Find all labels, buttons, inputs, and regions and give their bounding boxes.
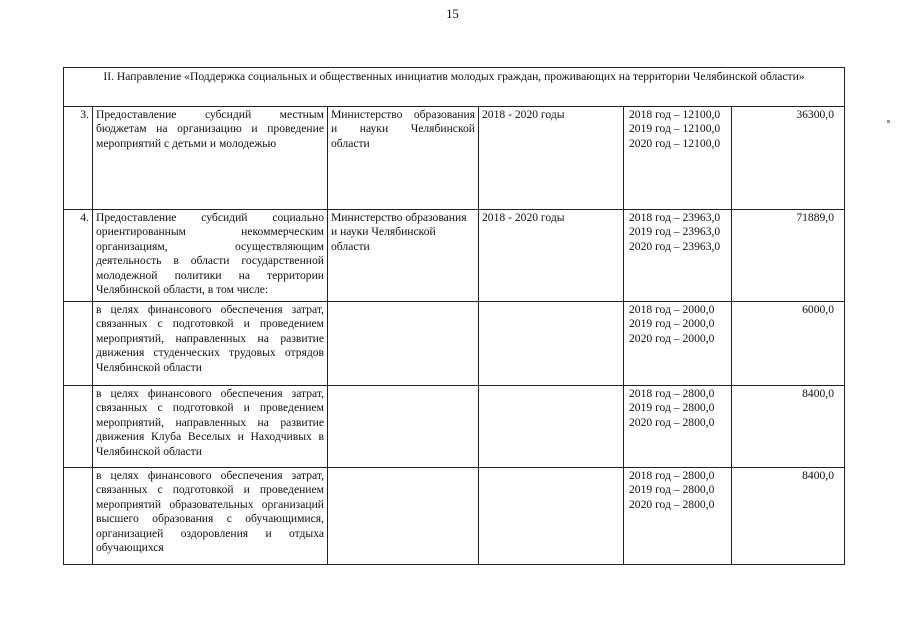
scan-speck bbox=[887, 120, 890, 123]
financing-line: 2020 год – 23963,0 bbox=[629, 239, 721, 253]
row-executor bbox=[328, 302, 479, 386]
financing-line: 2018 год – 2000,0 bbox=[629, 303, 715, 316]
financing-line: 2019 год – 12100,0 bbox=[629, 122, 721, 136]
row-number: 4. bbox=[64, 210, 93, 302]
financing-line: 2020 год – 2000,0 bbox=[629, 331, 715, 345]
table-row bbox=[64, 386, 845, 468]
row-executor bbox=[328, 386, 479, 468]
row-total: 8400,0 bbox=[732, 386, 845, 468]
row-financing bbox=[624, 210, 732, 302]
row-financing bbox=[624, 302, 732, 386]
row-number: 3. bbox=[64, 107, 93, 210]
row-description: в целях финансового обеспечения затрат, связанных с подготовкой и проведением мероприятий, направленных на развитие движения студенческих трудовых отрядов Челябинской области bbox=[93, 302, 328, 386]
row-period bbox=[479, 468, 624, 565]
row-total: 6000,0 bbox=[732, 302, 845, 386]
row-executor bbox=[328, 468, 479, 565]
financing-line: 2018 год – 12100,0 bbox=[629, 108, 721, 121]
financing-line: 2020 год – 2800,0 bbox=[629, 415, 715, 429]
row-period bbox=[479, 302, 624, 386]
table-row bbox=[64, 210, 845, 302]
row-number bbox=[64, 302, 93, 386]
row-financing bbox=[624, 107, 732, 210]
row-description: в целях финансового обеспечения затрат, связанных с подготовкой и проведением мероприятий образовательных организаций высшего образования с обучающимися, организацией оздоровления и отдыха обучающихся bbox=[93, 468, 328, 565]
row-period bbox=[479, 386, 624, 468]
table-row bbox=[64, 468, 845, 565]
row-total: 71889,0 bbox=[732, 210, 845, 302]
table-row bbox=[64, 107, 845, 210]
row-executor: Министерство образования и науки Челябинской области bbox=[328, 210, 479, 302]
financing-line: 2018 год – 2800,0 bbox=[629, 387, 715, 400]
row-description: Предоставление субсидий местным бюджетам на организацию и проведение мероприятий с детьми и молодежью bbox=[93, 107, 328, 210]
financing-line: 2019 год – 2800,0 bbox=[629, 483, 715, 497]
row-executor: Министерство образования и науки Челябинской области bbox=[328, 107, 479, 210]
program-table bbox=[63, 67, 845, 565]
row-period: 2018 - 2020 годы bbox=[479, 107, 624, 210]
financing-line: 2019 год – 2000,0 bbox=[629, 317, 715, 331]
financing-line: 2018 год – 2800,0 bbox=[629, 469, 715, 482]
page-number: 15 bbox=[446, 7, 459, 21]
section-header-row bbox=[64, 68, 845, 107]
financing-line: 2018 год – 23963,0 bbox=[629, 211, 721, 224]
row-description: в целях финансового обеспечения затрат, связанных с подготовкой и проведением мероприятий, направленных на развитие движения Клуба Веселых и Находчивых в Челябинской области bbox=[93, 386, 328, 468]
section-title: II. Направление «Поддержка социальных и общественных инициатив молодых граждан, проживающих на территории Челябинской области» bbox=[64, 68, 845, 107]
row-financing bbox=[624, 386, 732, 468]
financing-line: 2019 год – 2800,0 bbox=[629, 401, 715, 415]
financing-line: 2020 год – 12100,0 bbox=[629, 136, 721, 150]
financing-line: 2019 год – 23963,0 bbox=[629, 225, 721, 239]
row-period: 2018 - 2020 годы bbox=[479, 210, 624, 302]
table-row bbox=[64, 302, 845, 386]
financing-line: 2020 год – 2800,0 bbox=[629, 497, 715, 511]
row-number bbox=[64, 386, 93, 468]
row-total: 8400,0 bbox=[732, 468, 845, 565]
row-financing bbox=[624, 468, 732, 565]
row-description: Предоставление субсидий социально ориентированным некоммерческим организациям, осуществляющим деятельность в области государственной молодежной политики на территории Челябинской области, в том числе: bbox=[93, 210, 328, 302]
row-number bbox=[64, 468, 93, 565]
row-total: 36300,0 bbox=[732, 107, 845, 210]
